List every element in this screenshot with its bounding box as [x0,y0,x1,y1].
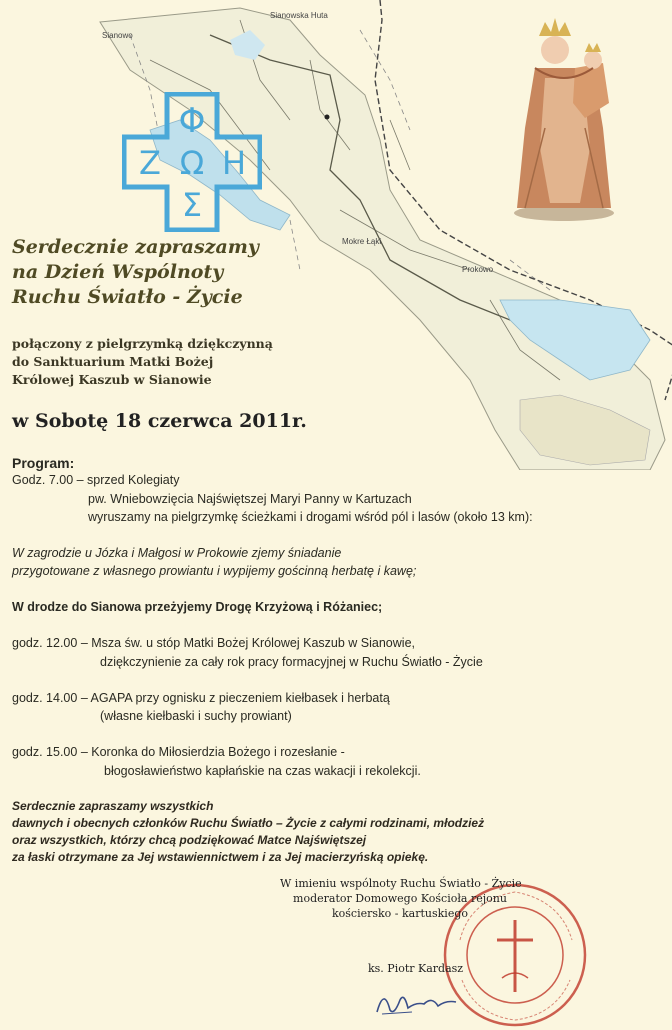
program-item-3 [12,691,390,705]
program-item-2-line-2: dziękczynienie za cały rok pracy formacyjnej w Ruchu Światło - Życie [100,655,483,669]
title-line-1: Serdecznie zapraszamy [12,236,259,258]
map-label-sianowska-huta: Sianowska Huta [270,11,328,20]
program-item-1-line-2: pw. Wniebowzięcia Najświętszej Maryi Panny w Kartuzach [88,492,412,506]
signatory-name: ks. Piotr Kardasz [368,962,464,975]
program-item-1-line-3: wyruszamy na pielgrzymkę ścieżkami i drogami wśród pól i lasów (około 13 km): [88,510,533,524]
signature-block [280,876,520,921]
breakfast-line-2: przygotowane z własnego prowiantu i wypijemy gościnną herbatę i kawę; [12,564,417,578]
way-of-cross-note: W drodze do Sianowa przeżyjemy Drogę Krzyżową i Różaniec; [12,600,383,614]
subtitle-line-3: Królowej Kaszub w Sianowie [12,372,212,387]
program-item-3-time: godz. 14.00 [12,691,78,705]
map-label-sianowo: Sianowo [102,31,133,40]
subtitle-line-1: połączony z pielgrzymką dziękczynną [12,336,273,351]
logo-letter-eta: Η [221,144,247,182]
logo-letter-omega: Ω [179,144,205,182]
program-item-1-line-1: – sprzed Kolegiaty [73,473,180,487]
program-item-4-time: godz. 15.00 [12,745,78,759]
program-item-4 [12,745,345,759]
program-item-3-line-1: – AGAPA przy ognisku z pieczeniem kiełbasek i herbatą [77,691,390,705]
program-item-1 [12,473,179,487]
title-line-2: na Dzień Wspólnoty [12,261,224,283]
breakfast-line-1: W zagrodzie u Józka i Małgosi w Prokowie zjemy śniadanie [12,546,342,560]
closing-line-2: dawnych i obecnych członków Ruchu Światło – Życie z całymi rodzinami, młodzież [12,816,485,830]
signature-line-1: W imieniu wspólnoty Ruchu Światło - Życie [280,877,522,890]
event-date: w Sobotę 18 czerwca 2011r. [12,410,307,432]
zoe-phos-logo [122,92,262,232]
logo-letter-phi: Φ [178,101,206,141]
closing-line-3: oraz wszystkich, którzy chcą podziękować Matce Najświętszej [12,833,367,847]
title-line-3: Ruchu Światło - Życie [12,286,243,308]
closing-line-1: Serdecznie zapraszamy wszystkich [12,799,214,813]
program-heading: Program: [12,455,75,471]
signature-line-3: kościersko - kartuskiego [331,907,468,920]
program-item-4-line-2: błogosławieństwo kapłańskie na czas wakacji i rekolekcji. [104,764,421,778]
program-item-2-time: godz. 12.00 [12,636,78,650]
signature-line-2: moderator Domowego Kościoła rejonu [293,892,507,905]
handwritten-signature [372,982,462,1020]
logo-letter-sigma: Σ [181,186,203,224]
program-item-2 [12,636,415,650]
closing-invitation [12,798,484,866]
invitation-title [12,235,259,310]
madonna-statue-image [505,8,623,223]
program-item-2-line-1: – Msza św. u stóp Matki Bożej Królowej Kaszub w Sianowie, [77,636,415,650]
subtitle-line-2: do Sanktuarium Matki Bożej [12,354,214,369]
program-item-4-line-1: – Koronka do Miłosierdzia Bożego i rozesłanie - [77,745,345,759]
logo-letter-zeta: Ζ [139,144,161,182]
closing-line-4: za łaski otrzymane za Jej wstawiennictwem i za Jej macierzyńską opiekę. [12,850,429,864]
program-item-1-time: Godz. 7.00 [12,473,74,487]
map-label-prokowo: Prokowo [462,265,494,274]
program-item-3-line-2: (własne kiełbaski i suchy prowiant) [100,709,292,723]
map-label-mokre-laki: Mokre Łąki [342,237,382,246]
invitation-subtitle [12,335,273,389]
